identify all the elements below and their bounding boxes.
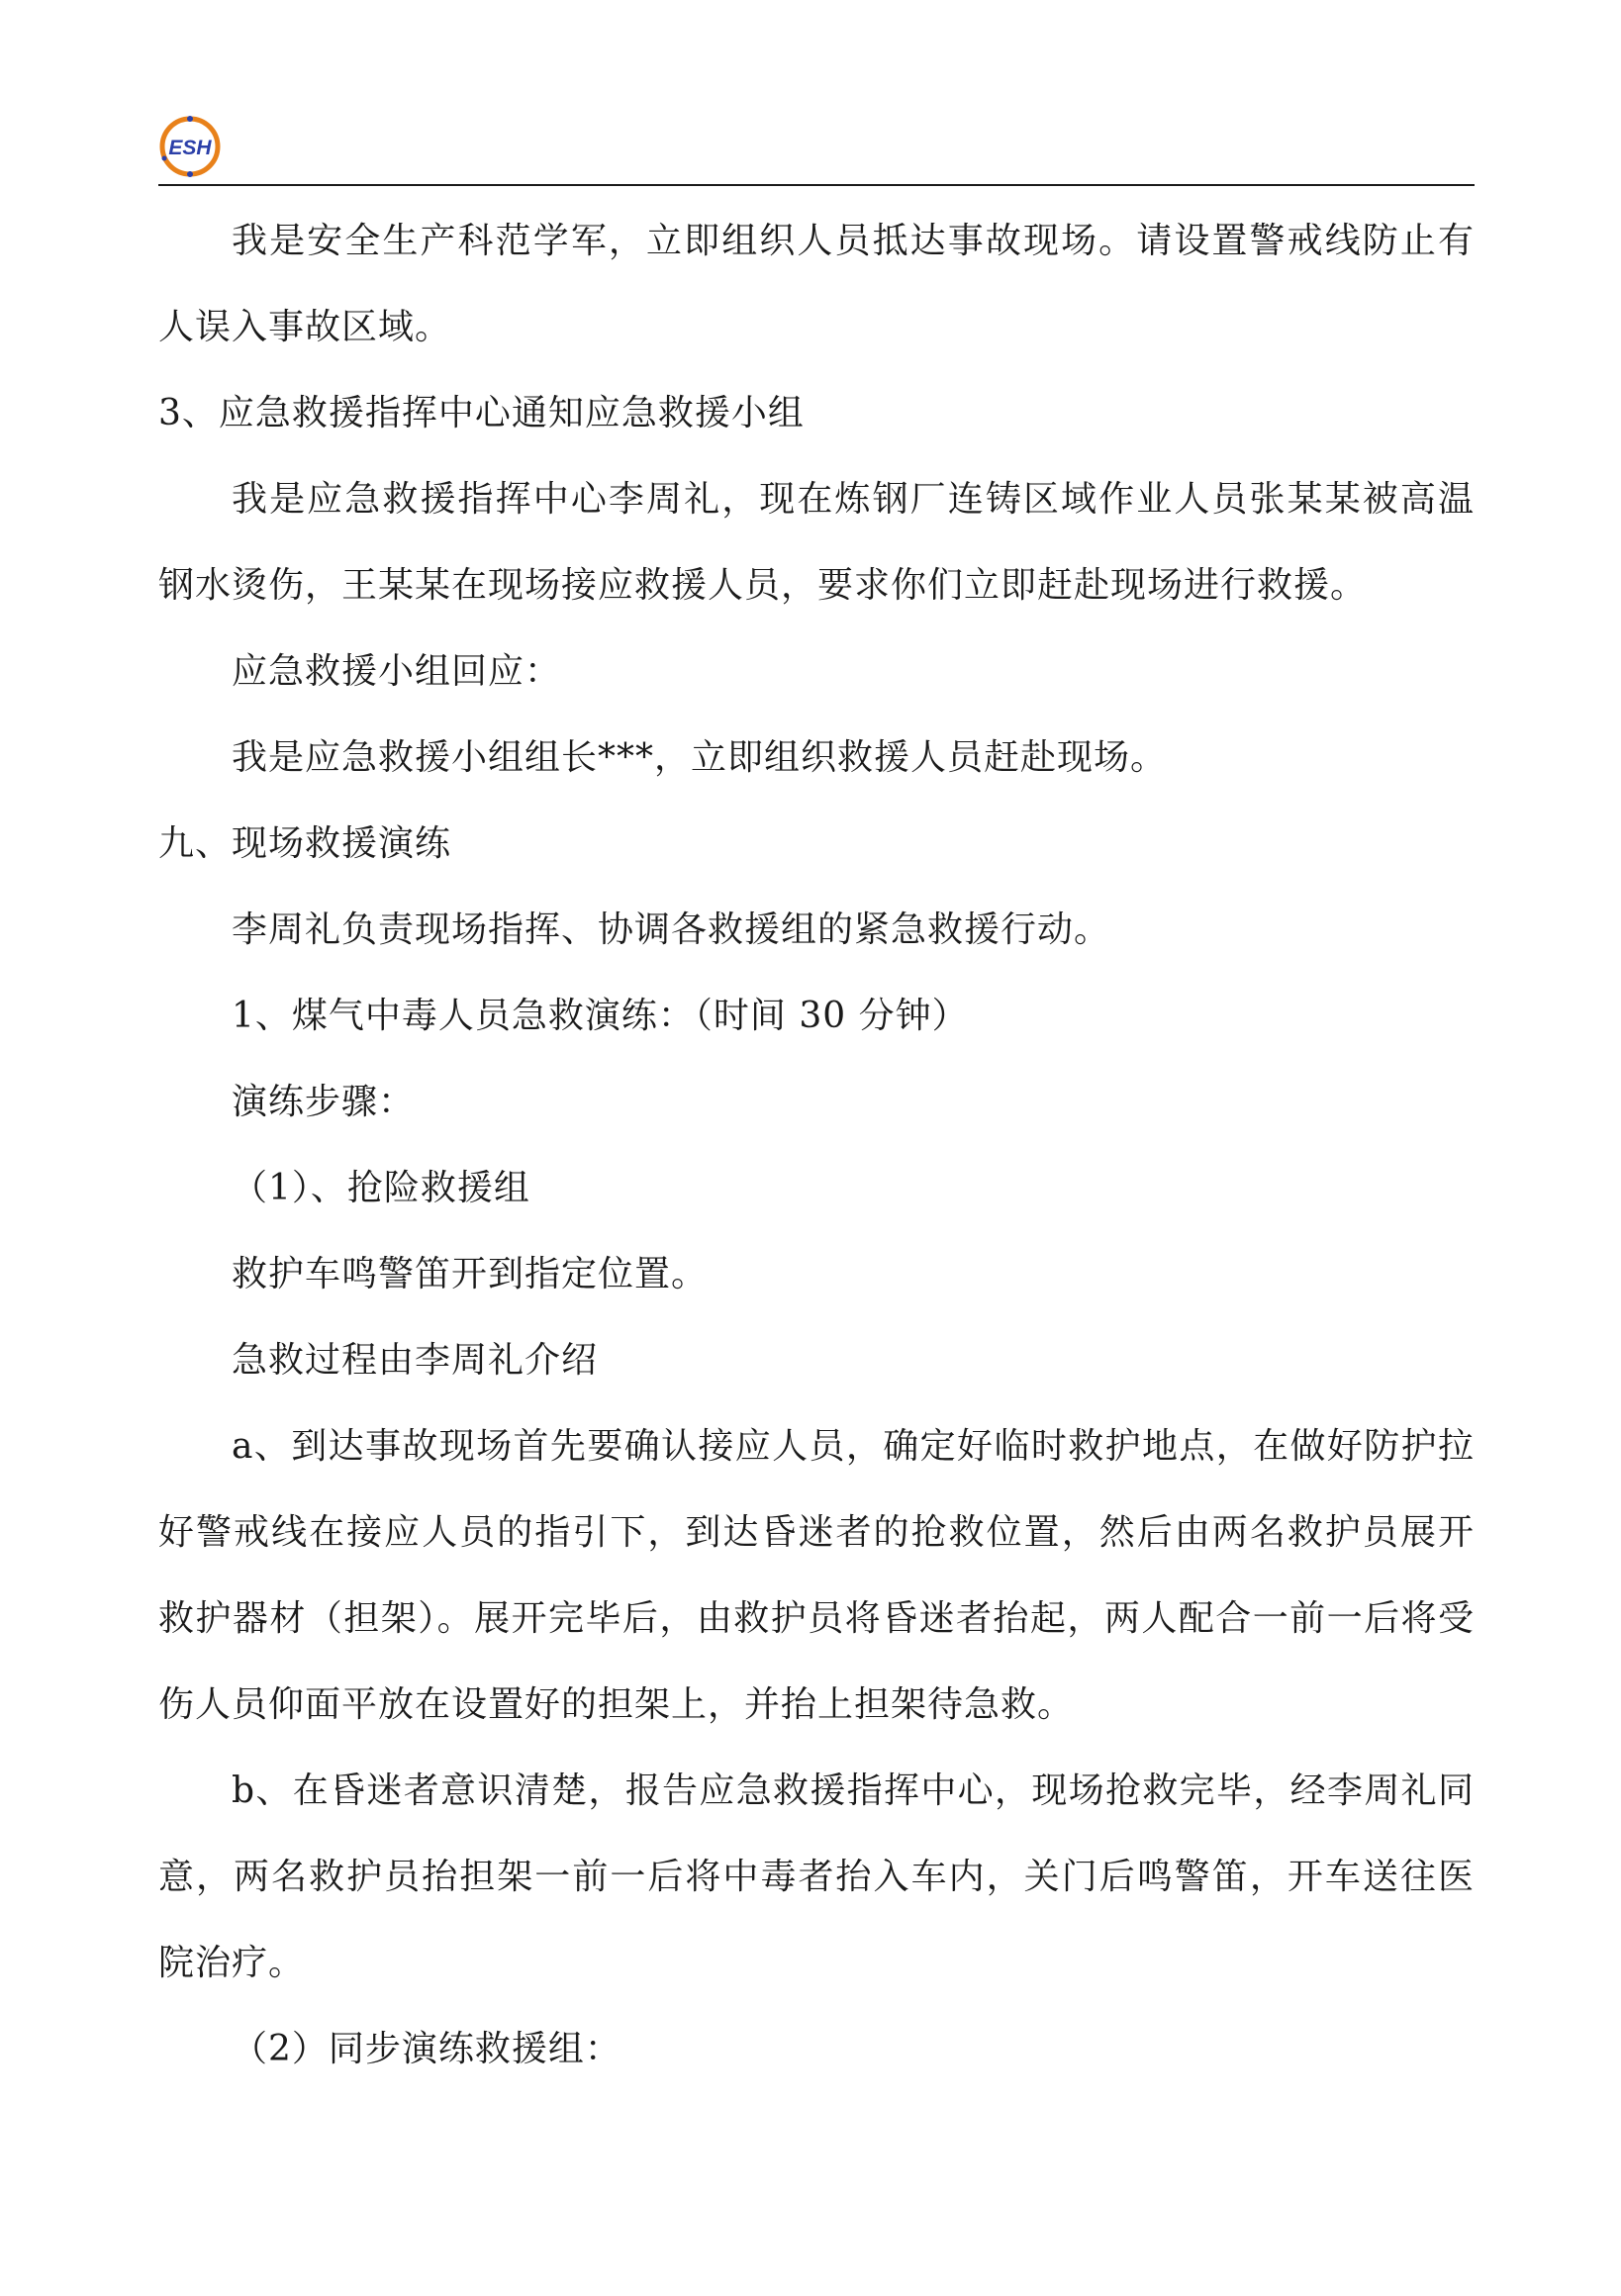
paragraph: b、在昏迷者意识清楚，报告应急救援指挥中心，现场抢救完毕，经李周礼同意，两名救护员抬担架一前一后将中毒者抬入车内，关门后鸣警笛，开车送往医院治疗。 xyxy=(158,1770,1475,1983)
esh-logo xyxy=(158,115,222,178)
section-heading: 九、现场救援演练 xyxy=(158,823,452,864)
paragraph: 我是应急救援小组组长***，立即组织救援人员赶赴现场。 xyxy=(232,737,1168,778)
subsection-heading: （1）、抢险救援组 xyxy=(232,1168,530,1208)
header-rule xyxy=(158,184,1475,186)
paragraph: 我是安全生产科范学军，立即组织人员抵达事故现场。请设置警戒线防止有人误入事故区域。 xyxy=(158,221,1475,347)
subsection-heading: 1、煤气中毒人员急救演练：（时间 30 分钟） xyxy=(232,996,969,1036)
paragraph: 我是应急救援指挥中心李周礼，现在炼钢厂连铸区域作业人员张某某被高温钢水烫伤，王某某在现场接应救援人员，要求你们立即赶赴现场进行救援。 xyxy=(158,479,1475,606)
paragraph: 救护车鸣警笛开到指定位置。 xyxy=(232,1254,709,1294)
paragraph: 李周礼负责现场指挥、协调各救援组的紧急救援行动。 xyxy=(232,909,1111,950)
document-body xyxy=(158,198,1475,2092)
esh-logo-text: ESH xyxy=(168,137,212,159)
paragraph: a、到达事故现场首先要确认接应人员，确定好临时救护地点，在做好防护拉好警戒线在接应人员的指引下，到达昏迷者的抢救位置，然后由两名救护员展开救护器材（担架）。展开完毕后，由救护员将昏迷者抬起，两人配合一前一后将受伤人员仰面平放在设置好的担架上，并抬上担架待急救。 xyxy=(158,1426,1475,1725)
paragraph: 演练步骤： xyxy=(232,1082,416,1122)
page-header xyxy=(158,109,1475,188)
subsection-heading: （2）同步演练救援组： xyxy=(232,2029,621,2069)
paragraph: 急救过程由李周礼介绍 xyxy=(232,1340,599,1381)
section-heading: 3、应急救援指挥中心通知应急救援小组 xyxy=(158,393,805,433)
paragraph: 应急救援小组回应： xyxy=(232,651,562,692)
